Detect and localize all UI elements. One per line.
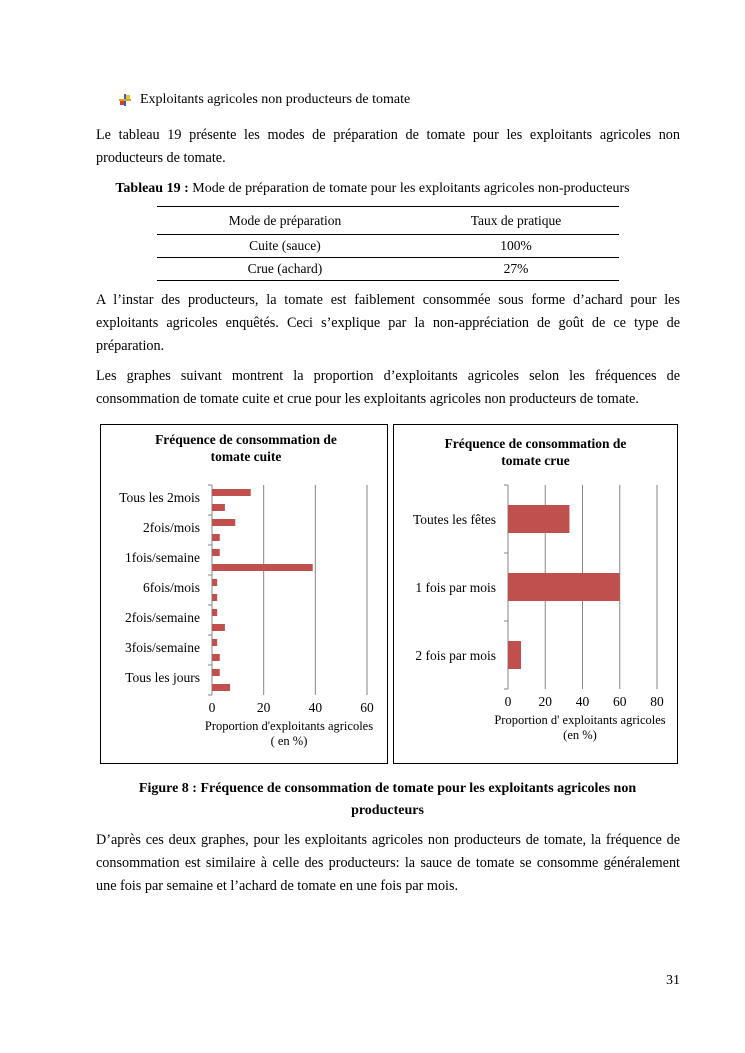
chart-cuite-y-tick-label: Tous les jours	[125, 670, 200, 685]
paragraph-3: Les graphes suivant montrent la proportion d’exploitants agricoles selon les fréquences de consommation de tomate cuite et crue pour les exploitants agricoles non producteurs de tomate.	[96, 368, 680, 407]
chart-cuite-bar	[212, 669, 220, 676]
chart-crue-y-tick-label: 1 fois par mois	[415, 580, 496, 595]
chart-cuite-bar	[212, 639, 217, 646]
chart-cuite-x-axis-label: Proportion d'exploitants agricoles	[204, 719, 374, 733]
table-cell: 100%	[413, 235, 619, 258]
chart-crue-title-line: tomate crue	[501, 453, 570, 468]
paragraph-4: D’après ces deux graphes, pour les exploitants agricoles non producteurs de tomate, la fréquence de consommation est similaire à celle des producteurs: la sauce de tomate se consomme généralement une fois par semaine et l’achard de tomate en une fois par mois.	[96, 832, 680, 894]
table-row	[157, 235, 619, 258]
chart-cuite-x-axis-label: ( en %)	[270, 734, 308, 748]
chart-cuite-bar	[212, 564, 313, 571]
chart-crue-y-tick-label: 2 fois par mois	[415, 648, 496, 663]
chart-crue	[393, 424, 678, 764]
chart-crue-x-tick-label: 20	[538, 694, 552, 709]
chart-crue-bar	[508, 573, 620, 601]
chart-crue-bar	[508, 641, 521, 669]
chart-crue-x-tick-label: 0	[504, 694, 512, 709]
table-cell: Cuite (sauce)	[157, 235, 413, 258]
chart-crue-x-tick-label: 80	[650, 694, 664, 709]
chart-crue-title-line: Fréquence de consommation de	[444, 436, 627, 451]
figure-caption-line: Figure 8 : Fréquence de consommation de tomate pour les exploitants agricoles non	[138, 781, 637, 796]
section-bullet	[118, 92, 410, 108]
bullet-cross-icon	[118, 93, 132, 107]
intro-paragraph: Le tableau 19 présente les modes de préparation de tomate pour les exploitants agricoles non producteurs de tomate.	[96, 127, 680, 166]
chart-cuite-bar	[212, 519, 235, 526]
table-header: Mode de préparation	[157, 207, 413, 235]
chart-cuite-x-tick-label: 0	[208, 700, 216, 715]
chart-cuite-y-tick-label: 1fois/semaine	[125, 550, 200, 565]
page-number: 31	[666, 973, 680, 988]
chart-cuite-bar	[212, 534, 220, 541]
chart-crue-x-tick-label: 60	[613, 694, 627, 709]
chart-crue-x-axis-label: (en %)	[563, 728, 597, 742]
chart-cuite-bar	[212, 579, 217, 586]
chart-cuite-bar	[212, 549, 220, 556]
table-caption-label: Tableau 19 :	[115, 181, 189, 196]
chart-cuite-x-tick-label: 20	[256, 700, 271, 715]
table-caption	[0, 181, 745, 197]
paragraph-2: A l’instar des producteurs, la tomate est faiblement consommée sous forme d’achard pour les exploitants agricoles enquêtés. Ceci s’explique par la non-appréciation de goût de ce type de préparation.	[96, 292, 680, 354]
chart-cuite-x-tick-label: 60	[360, 700, 374, 715]
chart-cuite-title-line: tomate cuite	[210, 449, 282, 464]
figure-caption-line: producteurs	[351, 803, 424, 818]
chart-cuite	[100, 424, 388, 764]
chart-cuite-bar	[212, 594, 217, 601]
chart-cuite-y-tick-label: 2fois/mois	[142, 520, 200, 535]
preparation-table	[157, 206, 619, 281]
chart-cuite-bar	[212, 504, 225, 511]
figure-caption	[100, 778, 675, 822]
chart-crue-x-axis-label: Proportion d' exploitants agricoles	[494, 713, 666, 727]
chart-cuite-bar	[212, 684, 230, 691]
chart-crue-y-tick-label: Toutes les fêtes	[412, 512, 496, 527]
table-header: Taux de pratique	[413, 207, 619, 235]
chart-crue-plot	[394, 425, 677, 763]
chart-cuite-bar	[212, 654, 220, 661]
chart-crue-bar	[508, 505, 569, 533]
chart-cuite-y-tick-label: 3fois/semaine	[125, 640, 200, 655]
table-cell: 27%	[413, 258, 619, 281]
chart-cuite-y-tick-label: Tous les 2mois	[119, 490, 200, 505]
chart-cuite-bar	[212, 624, 225, 631]
chart-cuite-y-tick-label: 6fois/mois	[142, 580, 200, 595]
chart-cuite-plot	[101, 425, 387, 763]
chart-cuite-bar	[212, 489, 251, 496]
chart-cuite-x-tick-label: 40	[308, 700, 323, 715]
table-cell: Crue (achard)	[157, 258, 413, 281]
chart-crue-x-tick-label: 40	[575, 694, 590, 709]
table-row	[157, 258, 619, 281]
chart-cuite-title-line: Fréquence de consommation de	[155, 432, 337, 447]
chart-cuite-bar	[212, 609, 217, 616]
table-caption-text: Mode de préparation de tomate pour les exploitants agricoles non-producteurs	[188, 181, 630, 196]
section-bullet-text: Exploitants agricoles non producteurs de tomate	[140, 92, 411, 107]
chart-cuite-y-tick-label: 2fois/semaine	[125, 610, 200, 625]
